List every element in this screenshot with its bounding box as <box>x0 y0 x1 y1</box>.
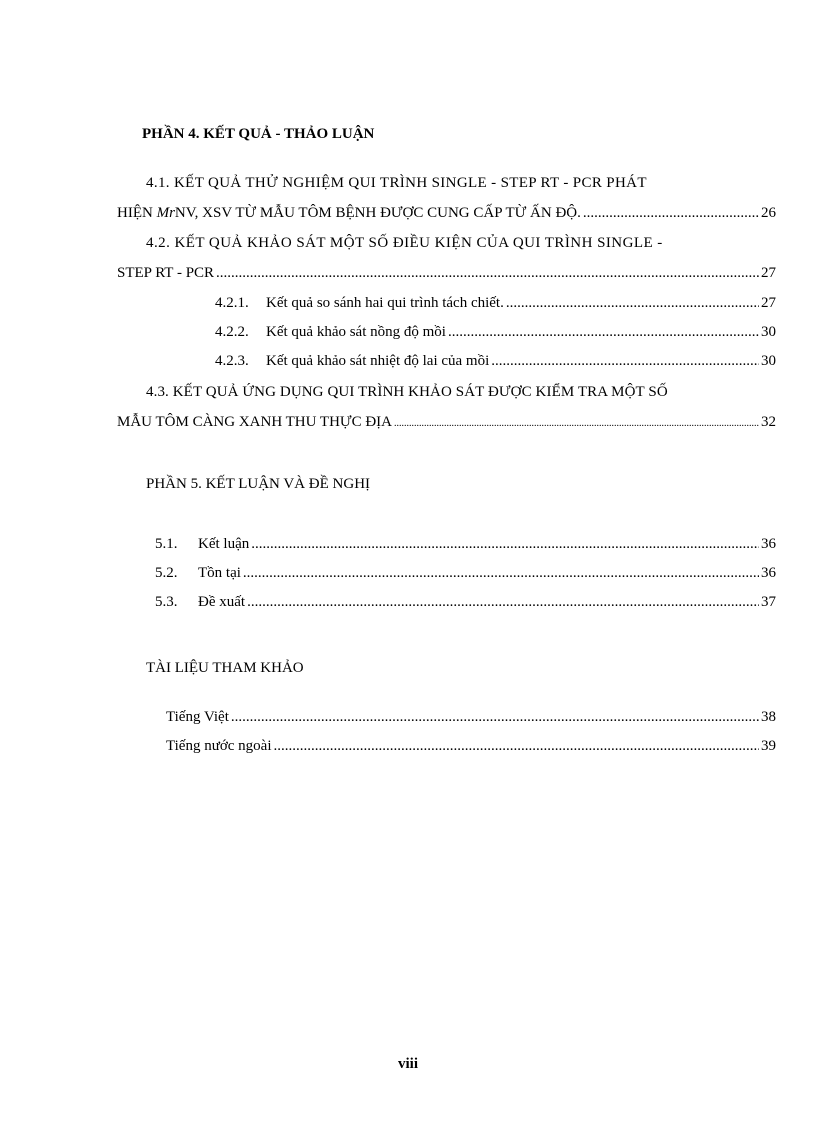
dot-leader <box>448 324 759 341</box>
page-number: 39 <box>761 738 776 754</box>
section-4-1-line2: HIỆN MrNV, XSV TỪ MẪU TÔM BỆNH ĐƯỢC CUNG CẤP TỪ ẤN ĐỘ. <box>117 205 581 221</box>
page-number: 30 <box>761 324 776 340</box>
section-number: 4.2.1. Kết quả so sánh hai qui trình tách chiết. <box>215 295 504 311</box>
section-number: 5.1. Kết luận <box>155 536 250 552</box>
page-number: 38 <box>761 709 776 725</box>
dot-leader <box>274 738 759 755</box>
part5-heading: PHẦN 5. KẾT LUẬN VÀ ĐỀ NGHỊ <box>146 476 371 492</box>
toc-entry-5-3[interactable] <box>155 594 776 611</box>
section-number: 4.2.2. Kết quả khảo sát nồng độ mồi <box>215 324 446 340</box>
section-4-2-line1: 4.2. KẾT QUẢ KHẢO SÁT MỘT SỐ ĐIỀU KIỆN CỦA QUI TRÌNH SINGLE - <box>146 235 663 251</box>
dot-leader <box>394 418 759 429</box>
page-number: 32 <box>761 414 776 430</box>
section-4-2-line2: STEP RT - PCR <box>117 265 215 281</box>
toc-entry-5-2[interactable] <box>155 565 776 582</box>
dot-leader <box>216 265 759 282</box>
section-4-1-line1: 4.1. KẾT QUẢ THỬ NGHIỆM QUI TRÌNH SINGLE - STEP RT - PCR PHÁT <box>146 175 647 191</box>
dot-leader <box>243 565 759 582</box>
dot-leader <box>491 353 759 370</box>
toc-entry-refs-foreign[interactable] <box>166 738 776 755</box>
toc-entry-4-1[interactable] <box>117 205 776 222</box>
toc-entry-4-3[interactable] <box>117 414 776 431</box>
page-number: 26 <box>761 205 776 221</box>
dot-leader <box>231 709 759 726</box>
toc-entry-4-2[interactable] <box>117 265 776 282</box>
page-number: 30 <box>761 353 776 369</box>
references-vietnamese-label: Tiếng Việt <box>166 709 229 725</box>
page-number: 36 <box>761 536 776 552</box>
section-number: 5.2. Tồn tại <box>155 565 241 581</box>
page-number: 36 <box>761 565 776 581</box>
toc-entry-4-2-2[interactable] <box>215 324 776 341</box>
dot-leader <box>506 295 759 312</box>
references-heading: TÀI LIỆU THAM KHẢO <box>146 660 304 676</box>
toc-entry-4-2-3[interactable] <box>215 353 776 370</box>
section-4-3-line1: 4.3. KẾT QUẢ ỨNG DỤNG QUI TRÌNH KHẢO SÁT ĐƯỢC KIỂM TRA MỘT SỐ <box>146 384 668 400</box>
toc-entry-refs-vietnamese[interactable] <box>166 709 776 726</box>
page-number: 27 <box>761 295 776 311</box>
part4-heading: PHẦN 4. KẾT QUẢ - THẢO LUẬN <box>142 126 375 142</box>
section-4-3-line2: MẪU TÔM CÀNG XANH THU THỰC ĐỊA <box>117 414 392 430</box>
dot-leader <box>583 205 759 222</box>
toc-entry-4-2-1[interactable] <box>215 295 776 312</box>
page-number: 27 <box>761 265 776 281</box>
section-number: 4.2.3. Kết quả khảo sát nhiệt độ lai của mồi <box>215 353 490 369</box>
section-number: 5.3. Đề xuất <box>155 594 246 610</box>
page-number: 37 <box>761 594 776 610</box>
dot-leader <box>251 536 759 553</box>
toc-entry-5-1[interactable] <box>155 536 776 553</box>
page-footer-number: viii <box>397 1056 418 1072</box>
dot-leader <box>247 594 759 611</box>
references-foreign-label: Tiếng nước ngoài <box>166 738 272 754</box>
